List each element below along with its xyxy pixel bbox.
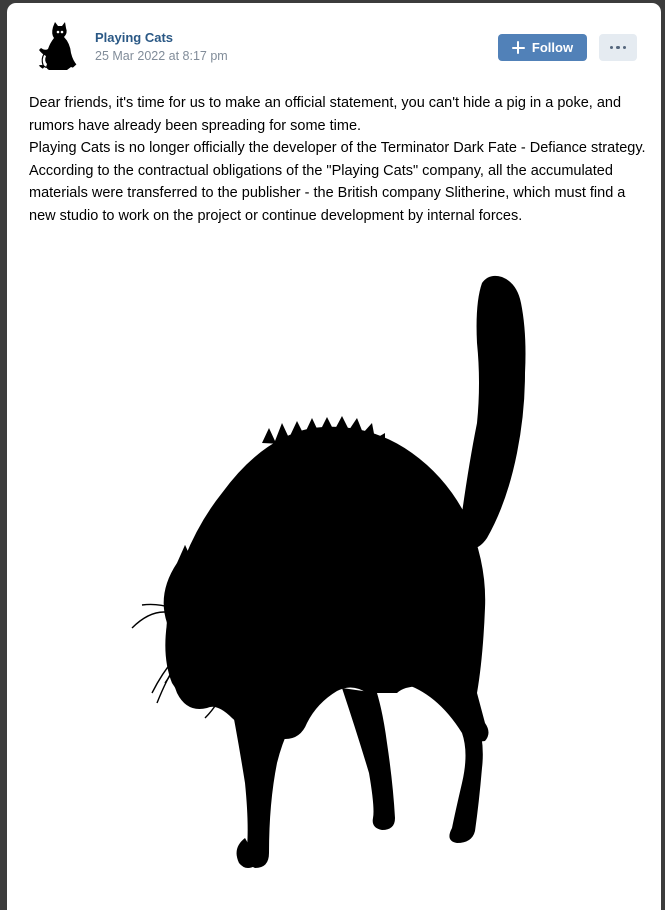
follow-button[interactable] bbox=[498, 34, 587, 61]
post-text-paragraph: Dear friends, it's time for us to make an official statement, you can't hide a pig in a poke, and rumors have already been spreading for some time. bbox=[29, 95, 622, 134]
author-name-link[interactable]: Playing Cats bbox=[95, 30, 174, 45]
post-text-paragraph: According to the contractual obligations of the "Playing Cats" company, all the accumulated materials were transferred to the publisher - the British company Slitherine, which must find a new studio to work on the project or continue development by internal forces. bbox=[29, 162, 626, 224]
author-avatar[interactable] bbox=[31, 21, 83, 73]
cat-silhouette-avatar-icon bbox=[31, 21, 83, 73]
post-text-paragraph: Playing Cats is no longer officially the developer of the Terminator Dark Fate - Defiance strategy. bbox=[29, 140, 646, 157]
post-text bbox=[29, 92, 649, 228]
arched-black-cat-image-icon bbox=[7, 263, 661, 903]
more-options-button[interactable] bbox=[599, 34, 637, 61]
post-image[interactable] bbox=[7, 263, 661, 903]
post-card bbox=[7, 3, 661, 910]
more-dots-icon bbox=[610, 46, 627, 50]
plus-icon bbox=[512, 41, 525, 54]
post-date[interactable]: 25 Mar 2022 at 8:17 pm bbox=[95, 49, 228, 63]
follow-button-label: Follow bbox=[531, 40, 574, 55]
